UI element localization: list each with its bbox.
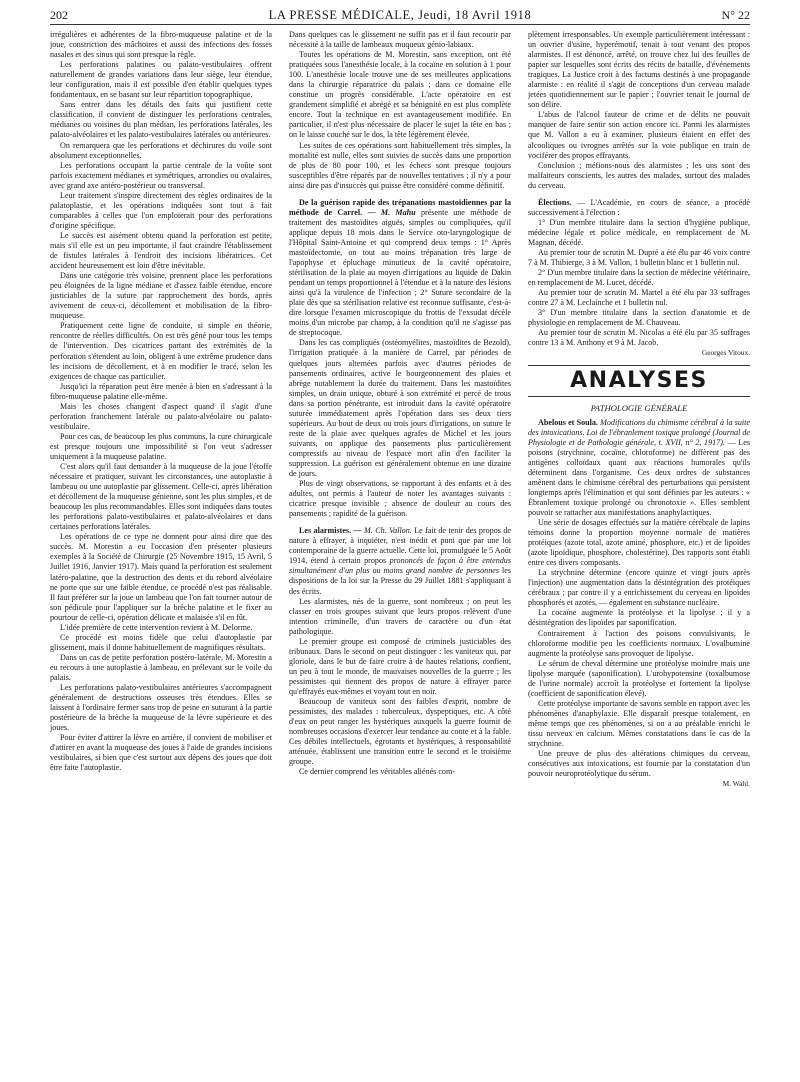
- paragraph: Beaucoup de vaniteux sont des faibles d'esprit, nombre de pessimistes, des malades : tuberculeux, dyspeptiques, etc. A côté d'eux on peut ranger les hystériques auxquels la guerre fournit de nombreuses occasions d'exercer leur tendance au conte et à la fable. Ces débiles intellectuels, égrotants et hystériques, à responsabilité atténuée, établissent une transition entre le second et le troisième groupe.: [289, 697, 511, 767]
- signature: M. Wahl.: [722, 779, 750, 789]
- paragraph: 2° D'un membre titulaire dans la section de médecine vétérinaire, en remplacement de M. Lucet, décédé.: [528, 268, 750, 288]
- paragraph: Une série de dosages effectués sur la matière cérébrale de lapins témoins donne la proportion moyenne normale de matières protéiques (azote total, azote aminé, phosphore, etc.) et de lipoïdes (azote lipoïdique, phosphore, cholestérine). Des rapports sont établi entre ces divers composants.: [528, 518, 750, 568]
- column-2: [289, 30, 511, 1070]
- analysis-reference: (Journal de Physiologie et de Pathologie générale, t. XVII, n° 2, 1917).: [528, 427, 750, 447]
- divider: [528, 365, 750, 366]
- paragraph: Mais les choses changent d'aspect quand il s'agit d'une perforation franchement latérale ou palato-alvéolaire ou palato-vestibulaire.: [50, 401, 272, 431]
- paragraph: La cocaïne augmente la protéolyse et la lipolyse ; il y a désintégration des lipoïdes par saponification.: [528, 608, 750, 628]
- paragraph: 1° D'un membre titulaire dans la section d'hygiène publique, médecine légale et police médicale, en remplacement de M. Magnan, décédé.: [528, 217, 750, 247]
- paragraph: Au premier tour de scrutin M. Dupré a été élu par 46 voix contre 7 à M. Thibierge, 3 à M. Vallon, 1 bulletin blanc et 1 bulletin nul.: [528, 247, 750, 268]
- paragraph: Cette protéolyse importante de savons semble en rapport avec les phénomènes d'anaphylaxie. Elle disparaît presque totalement, en même temps que ces phénomènes, si on a au préalable enrichi le tissu nerveux en calcium. Mêmes constatations dans le cas de la strychnine.: [528, 698, 750, 749]
- paragraph: Les opérations de ce type ne donnent pour ainsi dire que des succès. M. Morestin a eu l'occasion d'en présenter plusieurs exemples à la Société de Chirurgie (25 Novembre 1915, 15 Avril, 5 Juillet 1916, Janvier 1917). Mais quand la perforation est seulement latéro-palatine, que la destruction des dents et du rebord alvéolaire ne porte que sur une faible étendue, ce procédé n'est pas réalisable. Il faut préférer sur la joue un lambeau que l'on fait tourner autour de son pédicule pour l'appliquer sur la brèche palatine et le fixer au pourtour de celle-ci, opération délicate et malaisée s'il en fût.: [50, 532, 272, 622]
- section-subheading: PATHOLOGIE GÉNÉRALE: [590, 402, 688, 413]
- column-3: [528, 30, 750, 1070]
- paragraph: La strychnine détermine (encore quinze et vingt jours après l'injection) une augmentation dans la désintégration des protéiques cérébraux ; par contre il y a enrichissement du cerveau en lipoïdes phosphorés et azotés, — également en substance nucléaire.: [528, 568, 750, 608]
- paragraph: Plus de vingt observations, se rapportant à des enfants et à des adultes, ont permis à l'auteur de noter les avantages suivants : cicatrice presque invisible ; absence de douleur au cours des pansements ; rapidité de la guérison.: [289, 479, 511, 519]
- journal-title: LA PRESSE MÉDICALE, Jeudi, 18 Avril 1918: [268, 8, 532, 22]
- paragraph: Pratiquement cette ligne de conduite, si simple en théorie, rencontre de réelles difficultés. On est très gêné pour tous les temps de l'intervention. Des cicatrices partant des extrémités de la perforation s'étendent au loin, obligent à une extrême prudence dans les incisions de décollement, et à en modifier le tracé, selon les exigences de chaque cas particulier.: [50, 321, 272, 381]
- paragraph: C'est alors qu'il faut demander à la muqueuse de la joue l'étoffe nécessaire et pratiquer, suivant les circonstances, une autoplastie à lambeau ou une autoplastie par glissement. Celle-ci, après libération et décollement de la muqueuse génienne, sont les plus simples, et de beaucoup les plus recommandables. Elles sont indiquées dans toutes les perforations palato-vestibulaires et palato-alvéolaires et dans certaines perforations latérales.: [50, 462, 272, 532]
- paragraph: Ce procédé est moins fidèle que celui d'autoplastie par glissement, mais il donne habituellement de magnifiques résultats.: [50, 632, 272, 652]
- paragraph: Le sérum de cheval détermine une protéolyse moindre mais une lipolyse marquée (saponification). L'urohypotensine (toxalbumose de l'urine normale) accroît la protéolyse et fortement la lipolyse (coefficient de saponification élevé).: [528, 658, 750, 698]
- elections-title: Élections.: [538, 197, 572, 207]
- paragraph: Conclusion ; méfions-nous des alarmistes ; les uns sont des malfaiteurs conscients, les autres des malades, surtout des malades du cerveau.: [528, 160, 750, 190]
- analysis-title: Modifications du chimisme cérébral à la suite des intoxications. Loi de l'ébranlement toxique prolongé: [528, 417, 750, 437]
- paragraph: Les perforations palato-vestibulaires antérieures s'accompagnent généralement de destructions osseuses très étendues. Elles se laissent à l'ordinaire fermer sans trop de peine en suturant à la partie postérieure de la brèche la muqueuse de la lèvre supérieure et des joues.: [50, 683, 272, 733]
- paragraph: Les perforations occupant la partie centrale de la voûte sont parfois exactement médianes et symétriques, arrondies ou ovalaires, avec grand axe antéro-postérieur ou transversal.: [50, 160, 272, 190]
- paragraph: L'idée première de cette intervention revient à M. Delorme.: [60, 622, 253, 632]
- paragraph: Les suites de ces opérations sont habituellement très simples, la mortalité est nulle, elles sont suivies de succès dans une proportion de plus de 80 pour 100, et les échecs sont presque toujours susceptibles d'être réparés par de nouvelles tentatives ; il n'y a pour ainsi dire pas d'insuccès qui puisse être considéré comme définitif.: [289, 140, 511, 190]
- carrel-article-author: M. Mahu: [380, 207, 416, 217]
- column-1: [50, 30, 272, 1070]
- paragraph: Jusqu'ici la réparation peut être menée à bien en s'adressant à la fibro-muqueuse palatine elle-même.: [50, 381, 272, 401]
- divider: [528, 396, 750, 397]
- issue-number: N° 22: [721, 8, 750, 22]
- carrel-article-text: présente une méthode de traitement des mastoïdites aiguës, simples ou compliquées, qu'il applique depuis 18 mois dans le Service oto-laryngologique de l'Hôpital Saint-Antoine et qui comprend deux temps : 1° Après mastoïdectomie, on tout au moins trépanation très large de l'apophyse et épluchage minutieux de la cavité opératoire, stérilisation de la plaie au moyen d'irrigations au liquide de Dakin pendant un temps proportionnel à l'étendue et à la nature des lésions ainsi qu'à la virulence de l'infection ; 2° Suture secondaire de la plaie dès que sa stérilisation relative est reconnue suffisante, c'est-à-dire lorsque l'examen microscopique du frottis de l'exsudat décèle moins d'un microbe par champ, à la condition qu'il ne s'agisse pas de streptocoque.: [289, 207, 511, 338]
- carrel-article-lead: [289, 198, 511, 339]
- analysis-text: — Les poisons (strychnine, cocaïne, chloroforme) ne diffèrent pas des antigènes colloïdaux quant aux réactions humorales qu'ils déterminent dans l'organisme. Ces deux ordres de substances amènent dans le chimisme cérébral des perturbations qui persistent longtemps après l'élimination et qui sont définies par les auteurs : « Ébranlement toxique prolongé ou chronotoxie ». Elles semblent pouvoir se rattacher aux manifestations anaphylactiques.: [528, 437, 750, 517]
- alarmistes-article-author: M. Ch. Vallon.: [364, 526, 412, 536]
- paragraph: Le succès est aisément obtenu quand la perforation est petite, mais s'il elle est un peu importante, il faut craindre l'établissement de fistules latérales à l'endroit des incisions libératrices. Cet accident heureusement est loin d'être inévitable.: [50, 230, 272, 271]
- elections-intro: — L'Académie, en cours de séance, a procédé successivement à l'élection :: [528, 197, 750, 217]
- paragraph: Dans une catégorie très voisine, prennent place les perforations peu éloignées de la ligne médiane et d'assez faible étendue, encore justiciables de la suture par rapprochement des bords, après avivement de ceux-ci, décollement et mobilisation de la fibro-muqueuse.: [50, 271, 272, 321]
- paragraph: Contrairement à l'action des poisons convulsivants, le chloroforme modifie peu les coefficients normaux. L'ovalbumine augmente la protéolyse sans provoquer de lipolyse.: [528, 628, 750, 658]
- paragraph: Leur traitement s'inspire directement des règles ordinaires de la palatoplastie, et les opérations indiquées sont tout à fait comparables à celles que l'on emploierait pour des perforations d'origine spécifique.: [50, 190, 272, 230]
- paragraph: Dans les cas compliqués (ostéomyélites, mastoïdites de Bezold), l'irrigation pratiquée à la manière de Carrel, par périodes de quelques jours alternées parfois avec d'autres périodes de pansements ordinaires, active le bourgeonnement des plaies et abrège notablement la durée du traitement. Dans les mastoïdites simples, un drain unique, obturé à son extrémité et percé de trous dans sa portion pénétrante, est introduit dans la cavité opératoire suturée immédiatement après l'opération dans ses deux tiers supérieurs. Au bout de deux ou trois jours d'irrigations, on suture le reste de la plaie avec quelques agrafes de Michel et les jours suivants, on applique des pansements plus particulièrement compressifs au niveau de l'espace mort afin d'en faciliter la suppression. La guérison est généralement obtenue en une dizaine de jours.: [289, 338, 511, 479]
- paragraph: Pour ces cas, de beaucoup les plus communs, la cure chirurgicale est presque toujours une impossibilité si l'on veut s'adresser uniquement à la muqueuse palatine.: [50, 431, 272, 461]
- alarmistes-article-lead: [289, 526, 511, 596]
- alarmistes-text: Le fait de tenir des propos de nature à effrayer, à inquiéter, n'est inédit et puni que par une loi contemporaine de la guerre actuelle. Cette loi, promulguée le 5 Août 1914, étend à certain propos: [289, 526, 511, 566]
- analysis-authors: Abelous et Soula.: [538, 417, 598, 427]
- elections-lead: [528, 198, 750, 218]
- section-heading: ANALYSES: [570, 367, 708, 393]
- header-rule: [50, 24, 750, 25]
- paragraph: On remarquera que les perforations et déchirures du voile sont absolument exceptionnelles.: [50, 140, 272, 160]
- paragraph: 3° D'un membre titulaire dans la section d'anatomie et de physiologie en remplacement de M. Chauveau.: [528, 308, 750, 328]
- alarmistes-tail: les dispositions de la loi sur la Presse du 29 Juillet 1881 s'appliquant à des écrits.: [289, 566, 511, 596]
- paragraph: Les alarmistes, nés de la guerre, sont nombreux ; on peut les classer en trois groupes suivant que leurs propos relèvent d'une intention criminelle, d'un travers de caractère ou d'un état pathologique.: [289, 596, 511, 636]
- paragraph: plètement irresponsables. Un exemple particulièrement intéressant : un ouvrier d'usine, hyperémotif, tenait à tout venant des propos alarmistes. Il est dénoncé, arrêté, on trouve chez lui des feuilles de papier sur lesquelles sont écrits des récits de bataille, d'événements tragiques. La Justice croit à des factums destinés à une propagande alarmiste : en réalité il s'agit de conceptions d'un cerveau malade jetées quotidiennement sur le papier ; l'ouvrier tenait le journal de son délire.: [528, 30, 750, 110]
- carrel-article-title: De la guérison rapide des trépanations mastoïdiennes par la méthode de Carrel. —: [289, 197, 511, 217]
- paragraph: Au premier tour de scrutin M. Nicolas a été élu par 35 suffrages contre 13 à M. Anthony et 9 à M. Jacob.: [528, 328, 750, 348]
- paragraph: Sans entrer dans les détails des faits qui justifient cette classification, il convient de distinguer les perforations centrales, médianes ou voisines du plan médian, les perforations latérales, les palato-alvéolaires et les palato-vestibulaires latérales ou antérieures.: [50, 100, 272, 140]
- paragraph: irrégulières et adhérentes de la fibro-muqueuse palatine et de la joue, constriction des mâchoires et aussi des infections des fosses nasales et des sinus qui sont presque la règle.: [50, 30, 272, 60]
- alarmistes-article-title: Les alarmistes. —: [299, 526, 362, 536]
- paragraph: L'abus de l'alcool fauteur de crime et de délits ne pouvait manquer de faire sentir son action encore ici. Parmi les alarmistes que M. Vallon a eu à examiner, plusieurs étaient en effet des alcooliques ou ivrognes arrêtés sur la voie publique en train de vociférer des propos effrayants.: [528, 110, 750, 160]
- paragraph: Pour éviter d'attirer la lèvre en arrière, il convient de mobiliser et d'attirer en avant la muqueuse des joues à l'aide de grandes incisions vestibulaires, si bien que c'est surtout aux dépens des joues que doit être faite l'autoplastie.: [50, 733, 272, 773]
- paragraph: Le premier groupe est composé de criminels justiciables des tribunaux. Dans le second on peut distinguer : les vaniteux qui, par gloriole, dans le but de faire croire à de hautes relations, confient, un peu à tout le monde, de mauvaises nouvelles de la guerre ; les pessimistes qui tiennent des propos de nature à effrayer parce qu'effrayés eux-mêmes et voyant tout en noir.: [289, 636, 511, 696]
- paragraph: Dans quelques cas le glissement ne suffit pas et il faut recourir par nécessité à la taille de lambeaux muqueux génio-labiaux.: [289, 30, 511, 50]
- page-number: 202: [50, 8, 68, 22]
- paragraph: Les perforations palatines ou palato-vestibulaires offrent naturellement de grandes variations dans leur siège, leur étendue, leur configuration, mais il est possible d'en établir quelques types fondamentaux, en se basant sur leur répartition topographique.: [50, 60, 272, 100]
- paragraph: Toutes les opérations de M. Morestin, sans exception, ont été pratiquées sous l'anesthésie locale, à la cocaïne en solution à 1 pour 100. L'anesthésie locale trouve une de ses meilleures applications dans la chirurgie réparatrice du palais ; dans ce domaine elle constitue un progrès considérable. L'acte opératoire en est grandement simplifié et abrégé et sa bénignité en est plus complète encore. Tout la technique en est avantageusement modifiée. En particulier, il n'est plus nécessaire de placer le sujet la tête en bas ; on le laisse couché sur le dos, la tête légèrement élevée.: [289, 50, 511, 140]
- page-header: [50, 8, 750, 28]
- paragraph: Au premier tour de scrutin M. Martel a été élu par 33 suffrages contre 27 à M. Leclainche et 1 bulletin nul.: [528, 288, 750, 308]
- signature: Georges Vitoux.: [701, 348, 750, 358]
- analysis-lead: [528, 418, 750, 518]
- paragraph: Dans un cas de petite perforation postéro-latérale, M. Morestin a eu recours à une autoplastie à lambeau, en prélevant sur le voile du palais.: [50, 652, 272, 682]
- alarmistes-quote: prononcés de façon à être entendus simultanément d'un plus ou moins grand nombre de personnes: [289, 556, 511, 576]
- paragraph: Ce dernier comprend les véritables aliénés com-: [299, 767, 455, 777]
- paragraph: Une preuve de plus des altérations chimiques du cerveau, consécutives aux intoxications, est fournie par la constatation d'un pouvoir neuroprotéolytique du sérum.: [528, 749, 750, 779]
